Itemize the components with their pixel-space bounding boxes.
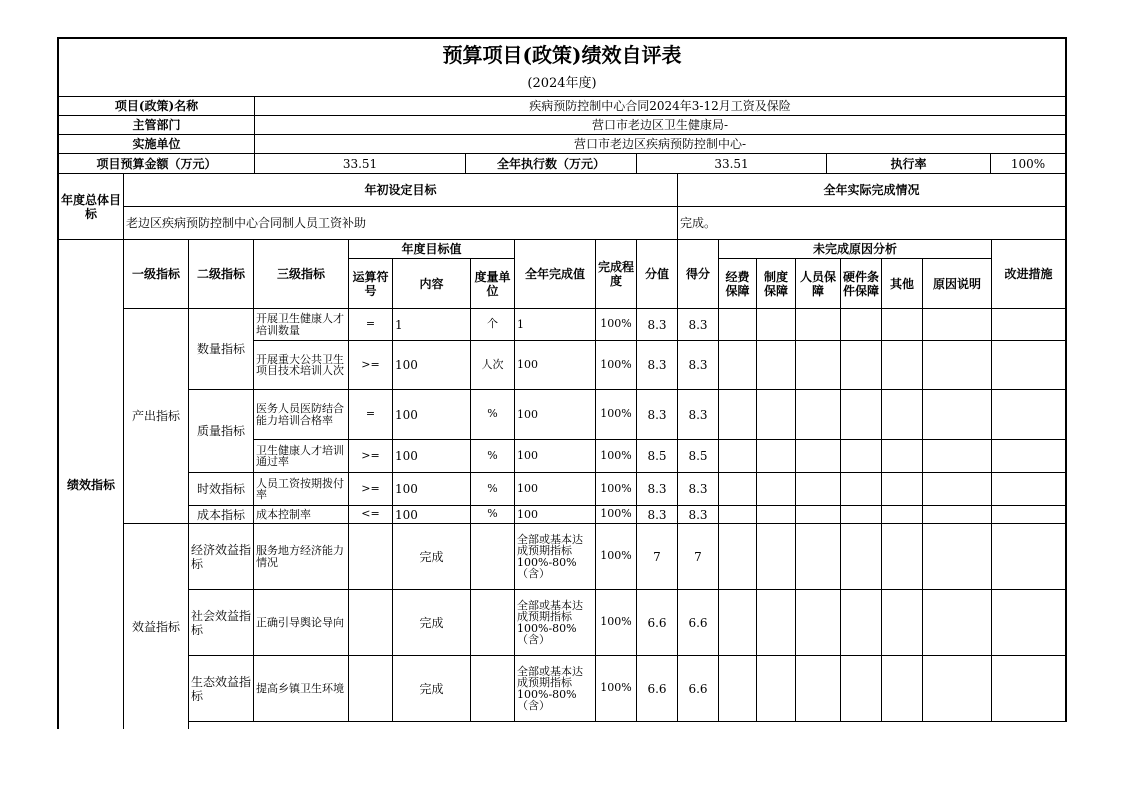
score: 8.3 bbox=[677, 340, 719, 390]
operator: >= bbox=[348, 439, 393, 473]
hardware-cell bbox=[840, 472, 882, 506]
hardware-cell bbox=[840, 523, 882, 590]
unit-label: 实施单位 bbox=[57, 134, 255, 154]
funding-cell bbox=[718, 439, 757, 473]
operator bbox=[348, 589, 393, 656]
personnel-cell bbox=[795, 589, 841, 656]
target-content: 100 bbox=[392, 439, 471, 473]
other-cell bbox=[881, 505, 923, 524]
completed-value: 1 bbox=[514, 308, 596, 341]
actual-goal-header: 全年实际完成情况 bbox=[677, 173, 1067, 207]
operator: >= bbox=[348, 340, 393, 390]
level2-header: 二级指标 bbox=[188, 239, 254, 309]
completion-degree: 100% bbox=[595, 523, 637, 590]
completion-degree: 100% bbox=[595, 439, 637, 473]
score: 8.3 bbox=[677, 308, 719, 341]
funding-cell bbox=[718, 472, 757, 506]
funding-cell bbox=[718, 340, 757, 390]
hardware-cell bbox=[840, 340, 882, 390]
unit: % bbox=[470, 389, 515, 440]
level3-header: 三级指标 bbox=[253, 239, 349, 309]
score-value: 8.3 bbox=[636, 308, 678, 341]
reason-cell bbox=[922, 340, 992, 390]
group-timeliness: 时效指标 bbox=[188, 472, 254, 506]
completed-value: 100 bbox=[514, 439, 596, 473]
operator bbox=[348, 655, 393, 722]
reason-cell bbox=[922, 308, 992, 341]
indicator-name: 开展重大公共卫生项目技术培训人次 bbox=[253, 340, 349, 390]
operator: <= bbox=[348, 505, 393, 524]
other-cell bbox=[881, 340, 923, 390]
unfinished-analysis-header: 未完成原因分析 bbox=[718, 239, 992, 259]
score-value: 6.6 bbox=[636, 589, 678, 656]
reason-cell bbox=[922, 589, 992, 656]
indicator-name: 卫生健康人才培训通过率 bbox=[253, 439, 349, 473]
group-quality: 质量指标 bbox=[188, 389, 254, 473]
rate-label: 执行率 bbox=[826, 153, 991, 174]
unit bbox=[470, 655, 515, 722]
other-cell bbox=[881, 439, 923, 473]
system-cell bbox=[756, 389, 796, 440]
hardware-cell bbox=[840, 655, 882, 722]
unit bbox=[470, 523, 515, 590]
system-cell bbox=[756, 589, 796, 656]
project-name-value: 疾病预防控制中心合同2024年3-12月工资及保险 bbox=[254, 96, 1067, 116]
hardware-cell bbox=[840, 308, 882, 341]
personnel-cell bbox=[795, 389, 841, 440]
other-cell bbox=[881, 523, 923, 590]
budget-value: 33.51 bbox=[254, 153, 466, 174]
exec-value: 33.51 bbox=[636, 153, 827, 174]
personnel-cell bbox=[795, 472, 841, 506]
improvement-cell bbox=[991, 389, 1067, 440]
indicator-name: 成本控制率 bbox=[253, 505, 349, 524]
target-content: 1 bbox=[392, 308, 471, 341]
personnel-cell bbox=[795, 308, 841, 341]
indicator-name: 医务人员医防结合能力培训合格率 bbox=[253, 389, 349, 440]
annual-goals-label: 年度总体目标 bbox=[57, 173, 124, 240]
reason-cell bbox=[922, 505, 992, 524]
unit: % bbox=[470, 505, 515, 524]
initial-goal-header: 年初设定目标 bbox=[123, 173, 678, 207]
reason-cell bbox=[922, 472, 992, 506]
improvement-cell bbox=[991, 340, 1067, 390]
score-value: 8.3 bbox=[636, 389, 678, 440]
improvement-cell bbox=[991, 308, 1067, 341]
completed-value: 100 bbox=[514, 389, 596, 440]
indicators-section-label: 绩效指标 bbox=[57, 239, 124, 729]
operator: >= bbox=[348, 472, 393, 506]
other-cell bbox=[881, 655, 923, 722]
system-cell bbox=[756, 439, 796, 473]
unit bbox=[470, 589, 515, 656]
score-value-header: 分值 bbox=[636, 239, 678, 309]
annual-target-header: 年度目标值 bbox=[348, 239, 515, 259]
improvement-cell bbox=[991, 439, 1067, 473]
unit-header: 度量单位 bbox=[470, 258, 515, 309]
group-benefit: 效益指标 bbox=[123, 523, 189, 729]
operator: = bbox=[348, 308, 393, 341]
reason-cell bbox=[922, 655, 992, 722]
funding-cell bbox=[718, 308, 757, 341]
improvement-cell bbox=[991, 472, 1067, 506]
target-content: 完成 bbox=[392, 655, 471, 722]
completion-degree: 100% bbox=[595, 308, 637, 341]
personnel-cell bbox=[795, 439, 841, 473]
system-cell bbox=[756, 655, 796, 722]
improvement-header: 改进措施 bbox=[991, 239, 1067, 309]
score: 6.6 bbox=[677, 655, 719, 722]
completed-value: 全部或基本达成预期指标100%-80%（含） bbox=[514, 589, 596, 656]
operator: = bbox=[348, 389, 393, 440]
score-value: 8.5 bbox=[636, 439, 678, 473]
indicator-name: 正确引导舆论导向 bbox=[253, 589, 349, 656]
other-cell bbox=[881, 389, 923, 440]
score: 6.6 bbox=[677, 589, 719, 656]
other-cell bbox=[881, 472, 923, 506]
operator bbox=[348, 523, 393, 590]
reason-cell bbox=[922, 523, 992, 590]
completion-degree: 100% bbox=[595, 505, 637, 524]
other-cell bbox=[881, 589, 923, 656]
hardware-cell bbox=[840, 389, 882, 440]
group-economic: 经济效益指标 bbox=[188, 523, 254, 590]
completed-value: 全部或基本达成预期指标100%-80%（含） bbox=[514, 655, 596, 722]
reason-cell bbox=[922, 389, 992, 440]
improvement-cell bbox=[991, 523, 1067, 590]
improvement-cell bbox=[991, 505, 1067, 524]
exec-label: 全年执行数（万元） bbox=[465, 153, 637, 174]
system-cell bbox=[756, 505, 796, 524]
dept-label: 主管部门 bbox=[57, 115, 255, 135]
funding-cell bbox=[718, 655, 757, 722]
target-content: 100 bbox=[392, 472, 471, 506]
hardware-cell bbox=[840, 505, 882, 524]
rate-value: 100% bbox=[990, 153, 1067, 174]
project-name-label: 项目(政策)名称 bbox=[57, 96, 255, 116]
group-ecological: 生态效益指标 bbox=[188, 655, 254, 722]
score-value: 7 bbox=[636, 523, 678, 590]
reason-cell bbox=[922, 439, 992, 473]
funding-cell bbox=[718, 389, 757, 440]
completed-value: 100 bbox=[514, 340, 596, 390]
level1-header: 一级指标 bbox=[123, 239, 189, 309]
funding-header: 经费保障 bbox=[718, 258, 757, 309]
group-quantity: 数量指标 bbox=[188, 308, 254, 390]
group-cost: 成本指标 bbox=[188, 505, 254, 524]
group-social: 社会效益指标 bbox=[188, 589, 254, 656]
completion-degree: 100% bbox=[595, 589, 637, 656]
personnel-cell bbox=[795, 505, 841, 524]
page-title: 预算项目(政策)绩效自评表 bbox=[442, 43, 682, 67]
completion-degree: 100% bbox=[595, 472, 637, 506]
other-cell bbox=[881, 308, 923, 341]
system-cell bbox=[756, 523, 796, 590]
operator-header: 运算符号 bbox=[348, 258, 393, 309]
score: 8.3 bbox=[677, 472, 719, 506]
system-cell bbox=[756, 472, 796, 506]
hardware-cell bbox=[840, 589, 882, 656]
completion-degree: 100% bbox=[595, 340, 637, 390]
completion-degree-header: 完成程度 bbox=[595, 239, 637, 309]
unit: 个 bbox=[470, 308, 515, 341]
personnel-cell bbox=[795, 340, 841, 390]
score: 8.3 bbox=[677, 389, 719, 440]
completed-value: 100 bbox=[514, 472, 596, 506]
score-header: 得分 bbox=[677, 239, 719, 309]
budget-label: 项目预算金额（万元） bbox=[57, 153, 255, 174]
score: 7 bbox=[677, 523, 719, 590]
completion-degree: 100% bbox=[595, 389, 637, 440]
completion-degree: 100% bbox=[595, 655, 637, 722]
page-year: (2024年度) bbox=[527, 76, 597, 91]
score-value: 8.3 bbox=[636, 340, 678, 390]
completed-value: 100 bbox=[514, 505, 596, 524]
dept-value: 营口市老边区卫生健康局- bbox=[254, 115, 1067, 135]
actual-goal-text: 完成。 bbox=[677, 206, 1067, 240]
completed-value: 全部或基本达成预期指标100%-80%（含） bbox=[514, 523, 596, 590]
funding-cell bbox=[718, 523, 757, 590]
score-value: 8.3 bbox=[636, 472, 678, 506]
indicator-name: 服务地方经济能力情况 bbox=[253, 523, 349, 590]
content-header: 内容 bbox=[392, 258, 471, 309]
target-content: 100 bbox=[392, 340, 471, 390]
indicator-name: 提高乡镇卫生环境 bbox=[253, 655, 349, 722]
personnel-header: 人员保障 bbox=[795, 258, 841, 309]
unit-value: 营口市老边区疾病预防控制中心- bbox=[254, 134, 1067, 154]
group-output: 产出指标 bbox=[123, 308, 189, 524]
target-content: 完成 bbox=[392, 589, 471, 656]
system-cell bbox=[756, 340, 796, 390]
funding-cell bbox=[718, 505, 757, 524]
score: 8.5 bbox=[677, 439, 719, 473]
target-content: 100 bbox=[392, 505, 471, 524]
score: 8.3 bbox=[677, 505, 719, 524]
system-header: 制度保障 bbox=[756, 258, 796, 309]
unit: % bbox=[470, 439, 515, 473]
unit: % bbox=[470, 472, 515, 506]
indicator-name: 人员工资按期拨付率 bbox=[253, 472, 349, 506]
funding-cell bbox=[718, 589, 757, 656]
hardware-header: 硬件条件保障 bbox=[840, 258, 882, 309]
score-value: 6.6 bbox=[636, 655, 678, 722]
improvement-cell bbox=[991, 589, 1067, 656]
system-cell bbox=[756, 308, 796, 341]
improvement-cell bbox=[991, 655, 1067, 722]
initial-goal-text: 老边区疾病预防控制中心合同制人员工资补助 bbox=[123, 206, 678, 240]
unit: 人次 bbox=[470, 340, 515, 390]
target-content: 100 bbox=[392, 389, 471, 440]
score-value: 8.3 bbox=[636, 505, 678, 524]
target-content: 完成 bbox=[392, 523, 471, 590]
completed-value-header: 全年完成值 bbox=[514, 239, 596, 309]
other-header: 其他 bbox=[881, 258, 923, 309]
hardware-cell bbox=[840, 439, 882, 473]
personnel-cell bbox=[795, 655, 841, 722]
reason-header: 原因说明 bbox=[922, 258, 992, 309]
indicator-name: 开展卫生健康人才培训数量 bbox=[253, 308, 349, 341]
personnel-cell bbox=[795, 523, 841, 590]
